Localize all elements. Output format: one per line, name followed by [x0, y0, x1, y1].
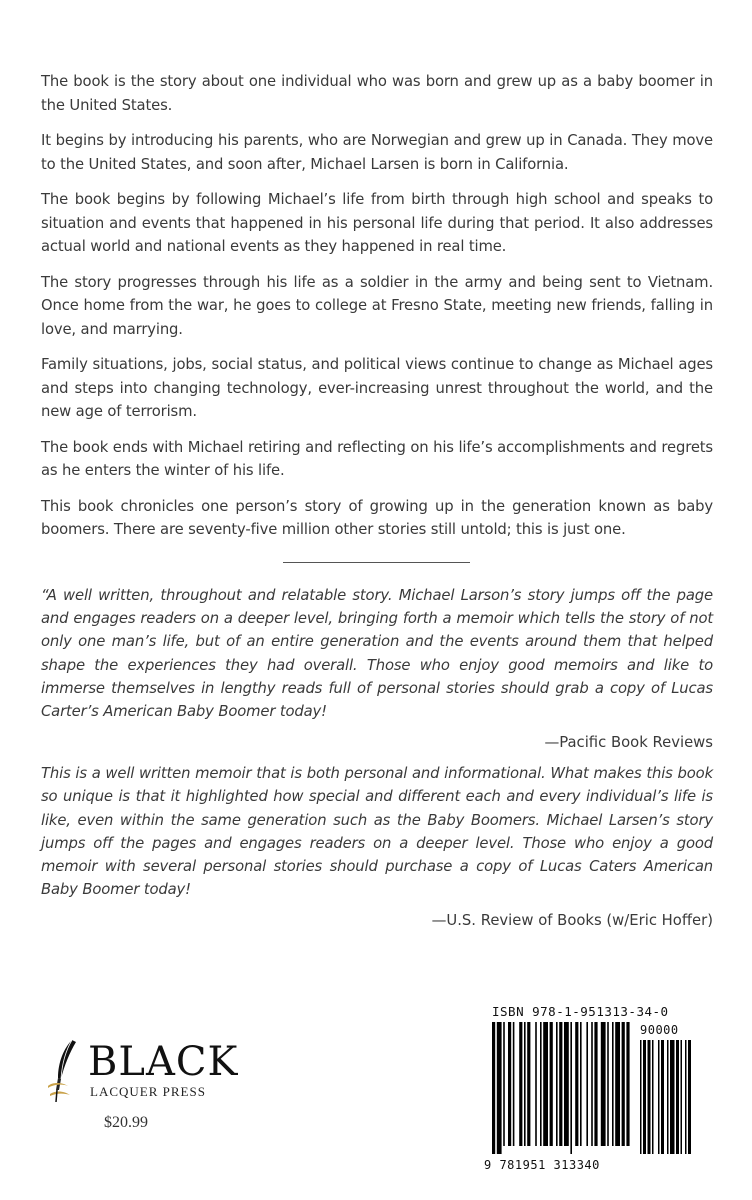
barcode-bar: [497, 1022, 502, 1154]
addon-bar: [661, 1040, 664, 1154]
addon-bar: [670, 1040, 675, 1154]
description-paragraph: The book ends with Michael retiring and reflecting on his life’s accomplishments and regrets as he enters the winter of his life.: [41, 438, 713, 479]
addon-bar: [643, 1040, 646, 1154]
addon-bar: [688, 1040, 691, 1154]
addon-number: 90000: [640, 1023, 679, 1037]
description-paragraph: Family situations, jobs, social status, and political views continue to change as Michael ages and steps into changing technology, ever-increasing unrest throughout the world, and the new age of terrorism.: [41, 356, 713, 420]
addon-bar: [658, 1040, 660, 1154]
addon-bar: [652, 1040, 654, 1154]
barcode-bar: [586, 1022, 588, 1146]
barcode-bar: [527, 1022, 530, 1146]
barcode-bar: [524, 1022, 526, 1146]
addon-bar: [648, 1040, 651, 1154]
description-paragraph: It begins by introducing his parents, who are Norwegian and grew up in Canada. They move to the United States, and soon after, Michael Larsen is born in California.: [41, 132, 713, 173]
book-description: [41, 70, 713, 554]
addon-bar: [681, 1040, 683, 1154]
addon-bar: [676, 1040, 679, 1154]
addon-bar: [640, 1040, 642, 1154]
barcode-bar: [508, 1022, 511, 1146]
barcode-bar: [543, 1022, 548, 1146]
barcode-bar: [575, 1022, 578, 1146]
barcode-bar: [535, 1022, 537, 1146]
barcode-bar: [626, 1022, 629, 1146]
barcode-bar: [492, 1022, 495, 1154]
barcode-bar: [570, 1022, 572, 1154]
barcode-bar: [607, 1022, 609, 1146]
section-divider: [283, 562, 470, 563]
reviews-section: [41, 584, 713, 940]
barcode-bars: [478, 1022, 714, 1158]
review-source: —Pacific Book Reviews: [544, 734, 713, 752]
barcode-bar: [556, 1022, 558, 1146]
barcode-bar: [615, 1022, 620, 1146]
publisher-name: BLACK: [88, 1039, 239, 1085]
publisher-subtitle: LACQUER PRESS: [90, 1084, 206, 1099]
description-paragraph: The book begins by following Michael’s life from birth through high school and speaks to situation and events that happened in his personal life during that period. It also addresses actual world and national events as they happened in real time.: [41, 191, 713, 255]
barcode-bar: [559, 1022, 562, 1146]
barcode-bar: [601, 1022, 606, 1146]
addon-bar: [685, 1040, 687, 1154]
publisher-logo: [38, 1034, 238, 1104]
description-paragraph: The book is the story about one individual who was born and grew up as a baby boomer in the United States.: [41, 73, 713, 114]
barcode-digits: 9 781951 313340: [484, 1158, 600, 1172]
barcode-bar: [513, 1022, 515, 1146]
review-quote: This is a well written memoir that is both personal and informational. What makes this book so unique is that it highlighted how special and different each and every individual’s life is like, even within the same generation such as the Baby Boomers. Michael Larsen’s story jumps off the pages and engages readers on a deeper level. Those who enjoy a good memoir with several personal stories should purchase a copy of Lucas Caters American Baby Boomer today!: [41, 765, 713, 899]
description-paragraph: This book chronicles one person’s story of growing up in the generation known as baby boomers. There are seventy-five million other stories still untold; this is just one.: [41, 497, 713, 538]
barcode-bar: [622, 1022, 625, 1146]
barcode-bar: [503, 1022, 505, 1146]
barcode-bar: [580, 1022, 582, 1146]
review-source: —U.S. Review of Books (w/Eric Hoffer): [431, 912, 713, 930]
barcode-bar: [550, 1022, 553, 1146]
barcode-bar: [519, 1022, 522, 1146]
isbn-label: ISBN 978-1-951313-34-0: [492, 1004, 669, 1019]
barcode-bar: [612, 1022, 614, 1146]
review-quote: “A well written, throughout and relatable story. Michael Larson’s story jumps off the page and engages readers on a deeper level, bringing forth a memoir which tells the story of not only one man’s life, but of an entire generation and the events around them that helped shape the experiences they had overall. Those who enjoy good memoirs and like to immerse themselves in lengthy reads full of personal stories should grab a copy of Lucas Carter’s American Baby Boomer today!: [41, 587, 713, 721]
barcode-bar: [564, 1022, 569, 1146]
addon-bar: [667, 1040, 669, 1154]
description-paragraph: The story progresses through his life as a soldier in the army and being sent to Vietnam. Once home from the war, he goes to college at Fresno State, meeting new friends, falling in love, and marrying.: [41, 273, 713, 338]
quill-pen-icon: [42, 1038, 86, 1104]
isbn-barcode: [478, 1004, 714, 1176]
barcode-bar: [591, 1022, 593, 1146]
price-label: $20.99: [104, 1114, 148, 1131]
barcode-bar: [594, 1022, 597, 1146]
barcode-bar: [540, 1022, 542, 1146]
